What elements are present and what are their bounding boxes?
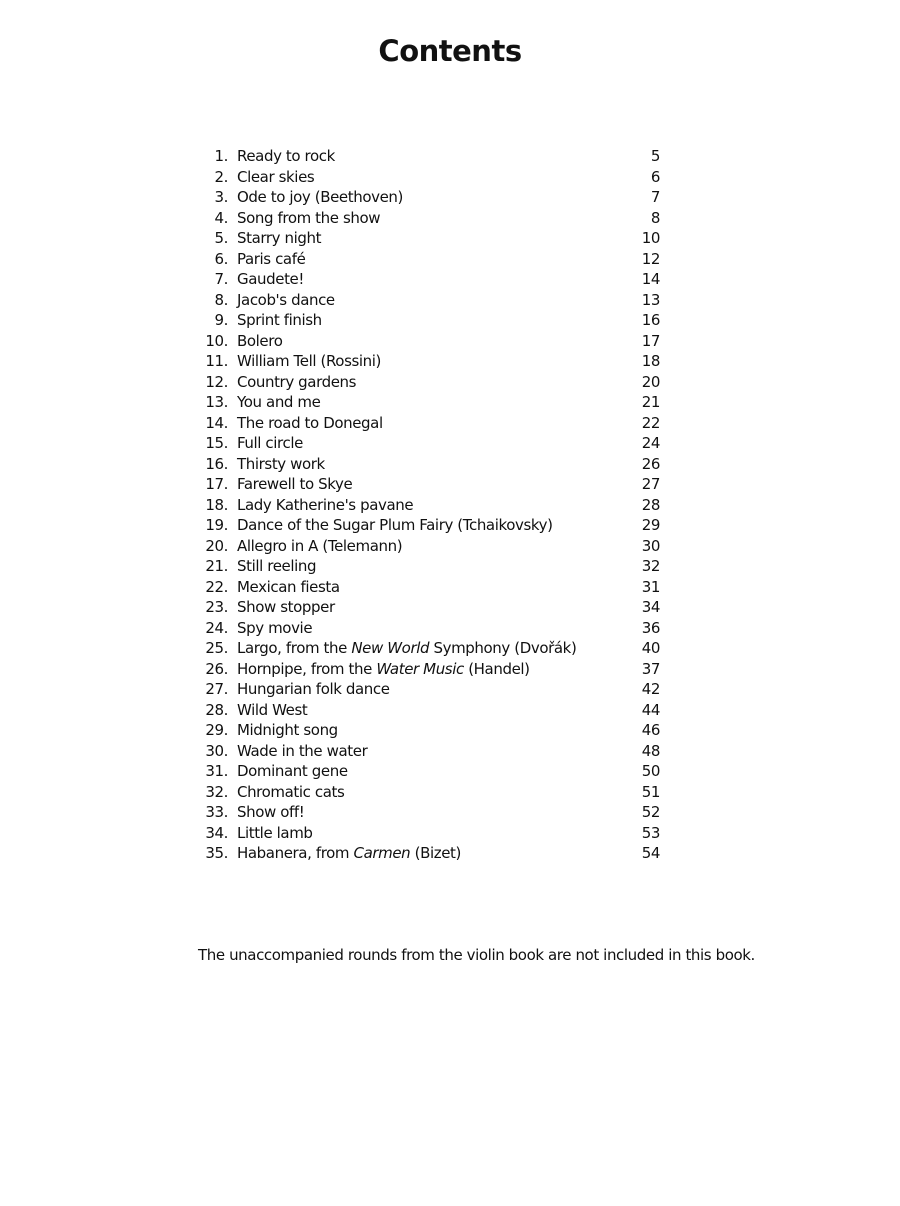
toc-entry-title-text: Little lamb (237, 823, 313, 842)
toc-entry-page: 26 (641, 454, 660, 473)
toc-entry (196, 310, 666, 331)
toc-entry (196, 351, 666, 372)
toc-entry (196, 802, 666, 823)
toc-entry-title-text: Dominant gene (237, 762, 348, 780)
toc-entry-title (237, 659, 530, 680)
toc-entry-page: 31 (641, 577, 660, 596)
toc-entry-number: 28. (205, 700, 228, 719)
toc-entry-title (237, 802, 304, 823)
toc-entry-title (237, 454, 325, 475)
toc-entry-title-text: Bolero (237, 331, 283, 350)
toc-entry-title (237, 290, 335, 311)
toc-entry-page: 7 (650, 188, 660, 206)
toc-entry-page: 16 (641, 311, 660, 329)
toc-entry-page: 44 (641, 700, 660, 719)
toc-entry-number: 27. (205, 680, 228, 698)
toc-entry-page: 12 (641, 249, 660, 268)
toc-entry-title-text: Lady Katherine's pavane (237, 495, 414, 514)
toc-entry (196, 761, 666, 782)
toc-entry-title-text: Full circle (237, 434, 303, 452)
toc-entry (196, 679, 666, 700)
toc-entry (196, 331, 666, 352)
toc-entry (196, 515, 666, 536)
toc-entry (196, 249, 666, 270)
toc-entry (196, 269, 666, 290)
toc-entry (196, 167, 666, 188)
toc-entry-number: 16. (205, 454, 228, 473)
toc-entry-page: 21 (641, 393, 660, 411)
contents-list (196, 146, 666, 864)
toc-entry-title-italic: Water Music (376, 659, 464, 678)
toc-entry-number: 25. (205, 639, 228, 657)
toc-entry-number: 35. (205, 844, 228, 862)
toc-entry-page: 36 (641, 618, 660, 637)
toc-entry-title-text: Starry night (237, 229, 322, 247)
toc-entry-page: 34 (641, 598, 660, 616)
footnote: The unaccompanied rounds from the violin book are not included in this book. (198, 946, 755, 964)
toc-entry-title-text: Wild West (237, 700, 308, 719)
toc-entry-title (237, 700, 307, 721)
toc-entry (196, 146, 666, 167)
toc-entry (196, 782, 666, 803)
toc-entry-page: 54 (641, 844, 660, 862)
toc-entry-page: 42 (641, 680, 660, 698)
toc-entry-number: 34. (205, 823, 228, 842)
toc-entry-title (237, 208, 380, 229)
toc-entry-number: 19. (205, 516, 228, 534)
toc-entry-number: 23. (205, 598, 228, 616)
toc-entry (196, 597, 666, 618)
toc-entry-title-text: Midnight song (237, 721, 338, 739)
toc-entry-number: 15. (205, 434, 228, 452)
toc-entry-number: 7. (214, 270, 228, 288)
toc-entry-title (237, 249, 305, 270)
toc-entry-number: 29. (205, 721, 228, 739)
toc-entry-title (237, 269, 304, 290)
toc-entry-page: 32 (641, 557, 660, 575)
toc-entry-title-text: Farewell to Skye (237, 475, 353, 493)
toc-entry-title-text: Symphony (Dvořák) (429, 639, 577, 657)
toc-entry (196, 556, 666, 577)
toc-entry-page: 30 (641, 536, 660, 555)
toc-entry-title (237, 372, 356, 393)
toc-entry (196, 433, 666, 454)
toc-entry-title-text: Still reeling (237, 557, 317, 575)
toc-entry (196, 741, 666, 762)
toc-entry-page: 53 (641, 823, 660, 842)
toc-entry-title-text: Dance of the Sugar Plum Fairy (Tchaikovsky) (237, 516, 553, 534)
toc-entry (196, 700, 666, 721)
toc-entry-number: 1. (214, 147, 228, 165)
toc-entry-number: 26. (205, 659, 228, 678)
toc-entry-title-text: Song from the show (237, 208, 381, 227)
toc-entry (196, 372, 666, 393)
toc-entry-page: 14 (641, 270, 660, 288)
toc-entry-title (237, 741, 367, 762)
toc-entry-number: 13. (205, 393, 228, 411)
toc-entry-number: 10. (205, 331, 228, 350)
toc-entry-title (237, 187, 403, 208)
toc-entry-title-text: Wade in the water (237, 741, 368, 760)
toc-entry-number: 24. (205, 618, 228, 637)
toc-entry-page: 22 (641, 413, 660, 432)
toc-entry-title (237, 843, 461, 864)
toc-entry (196, 228, 666, 249)
toc-entry-title (237, 495, 413, 516)
toc-entry (196, 413, 666, 434)
toc-entry-title-text: Spy movie (237, 618, 313, 637)
toc-entry-title-text: Allegro in A (Telemann) (237, 536, 403, 555)
toc-entry-page: 52 (641, 803, 660, 821)
toc-entry (196, 618, 666, 639)
toc-entry-page: 20 (641, 372, 660, 391)
toc-entry-page: 46 (641, 721, 660, 739)
toc-entry-page: 17 (641, 331, 660, 350)
toc-entry-page: 29 (641, 516, 660, 534)
toc-entry (196, 290, 666, 311)
toc-entry-page: 27 (641, 475, 660, 493)
toc-entry-number: 14. (205, 413, 228, 432)
toc-entry-title-text: You and me (237, 393, 321, 411)
toc-entry-title-text: Ode to joy (Beethoven) (237, 188, 403, 206)
toc-entry-title (237, 782, 344, 803)
toc-entry-page: 13 (641, 290, 660, 309)
toc-entry-title (237, 433, 303, 454)
toc-entry-title-italic: New World (351, 639, 430, 657)
toc-entry (196, 823, 666, 844)
toc-entry-number: 3. (214, 188, 228, 206)
toc-entry-title-text: Show off! (237, 803, 305, 821)
toc-entry-title (237, 556, 316, 577)
toc-entry-title-text: Country gardens (237, 372, 357, 391)
toc-entry-page: 28 (641, 495, 660, 514)
toc-entry-title-text: Jacob's dance (237, 290, 335, 309)
toc-entry-title (237, 515, 553, 536)
toc-entry-title (237, 167, 314, 188)
toc-entry-number: 6. (214, 249, 228, 268)
toc-entry-title (237, 392, 320, 413)
toc-entry-title-text: William Tell (Rossini) (237, 352, 381, 370)
toc-entry-number: 33. (205, 803, 228, 821)
toc-entry-title (237, 597, 335, 618)
toc-entry-number: 8. (214, 290, 228, 309)
toc-entry-title-text: (Handel) (463, 659, 530, 678)
toc-entry-title (237, 679, 390, 700)
toc-entry-title (237, 823, 313, 844)
toc-entry-title-text: Chromatic cats (237, 782, 345, 801)
toc-entry-title (237, 146, 335, 167)
toc-entry-page: 24 (641, 434, 660, 452)
toc-entry-number: 4. (214, 208, 228, 227)
toc-entry-number: 5. (214, 229, 228, 247)
toc-entry-number: 18. (205, 495, 228, 514)
toc-entry-title (237, 310, 322, 331)
toc-entry-title-text: Clear skies (237, 167, 315, 186)
toc-entry-page: 18 (641, 352, 660, 370)
toc-entry (196, 659, 666, 680)
toc-entry-page: 10 (641, 229, 660, 247)
toc-entry-title-italic: Carmen (353, 844, 411, 862)
toc-entry (196, 577, 666, 598)
toc-entry-number: 2. (214, 167, 228, 186)
toc-entry (196, 495, 666, 516)
toc-entry-title-text: Hornpipe, from the (237, 659, 377, 678)
toc-entry-number: 17. (205, 475, 228, 493)
toc-entry (196, 392, 666, 413)
toc-entry-title (237, 638, 576, 659)
toc-entry-title (237, 577, 340, 598)
toc-entry-number: 21. (205, 557, 228, 575)
toc-entry (196, 208, 666, 229)
toc-entry-page: 40 (641, 639, 660, 657)
toc-entry-title-text: Hungarian folk dance (237, 680, 390, 698)
toc-entry (196, 720, 666, 741)
toc-entry-page: 48 (641, 741, 660, 760)
toc-entry (196, 187, 666, 208)
toc-entry-title (237, 413, 383, 434)
toc-entry-number: 12. (205, 372, 228, 391)
toc-entry-page: 8 (650, 208, 660, 227)
page-title: Contents (378, 34, 522, 68)
toc-entry-title-text: Sprint finish (237, 311, 322, 329)
toc-entry-title (237, 474, 352, 495)
toc-entry (196, 454, 666, 475)
toc-entry-page: 37 (641, 659, 660, 678)
toc-entry-title-text: Show stopper (237, 598, 335, 616)
toc-entry-title-text: Mexican fiesta (237, 577, 340, 596)
toc-entry-number: 20. (205, 536, 228, 555)
toc-entry-title (237, 618, 312, 639)
toc-entry-title (237, 720, 338, 741)
toc-entry-number: 32. (205, 782, 228, 801)
toc-entry (196, 638, 666, 659)
toc-entry-title-text: Gaudete! (237, 270, 304, 288)
toc-entry-title-text: Habanera, from (237, 844, 354, 862)
toc-entry-number: 22. (205, 577, 228, 596)
toc-entry-title-text: The road to Donegal (237, 413, 383, 432)
toc-entry-page: 6 (650, 167, 660, 186)
toc-entry-page: 51 (641, 782, 660, 801)
toc-entry-title-text: (Bizet) (410, 844, 461, 862)
toc-entry-title-text: Largo, from the (237, 639, 352, 657)
toc-entry (196, 536, 666, 557)
toc-entry-title-text: Paris café (237, 249, 306, 268)
toc-entry-number: 31. (205, 762, 228, 780)
toc-entry-title (237, 351, 381, 372)
toc-entry-title (237, 228, 321, 249)
toc-entry (196, 474, 666, 495)
toc-entry-title (237, 331, 282, 352)
toc-entry-title-text: Ready to rock (237, 147, 335, 165)
toc-entry-title (237, 761, 348, 782)
toc-entry-number: 9. (214, 311, 228, 329)
toc-entry-title (237, 536, 402, 557)
toc-entry (196, 843, 666, 864)
toc-entry-number: 11. (205, 352, 228, 370)
toc-entry-title-text: Thirsty work (237, 454, 325, 473)
toc-entry-page: 5 (650, 147, 660, 165)
toc-entry-number: 30. (205, 741, 228, 760)
toc-entry-page: 50 (641, 762, 660, 780)
